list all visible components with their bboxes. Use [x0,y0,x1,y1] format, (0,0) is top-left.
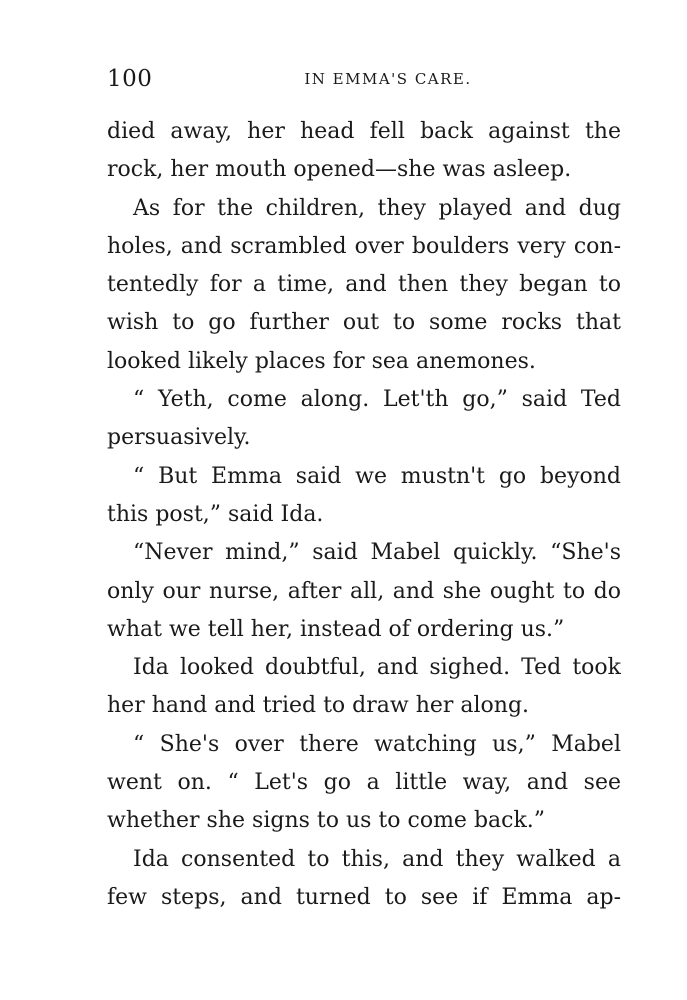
text-line: this post,” said Ida. [107,501,324,527]
text-line: looked likely places for sea anemones. [107,348,536,374]
running-head [107,66,621,96]
text-line: “ She's over there watching us,” Mabel [133,731,621,757]
text-line: persuasively. [107,425,251,451]
text-line: “Never mind,” said Mabel quickly. “She's [133,540,621,566]
text-line: wish to go further out to some rocks that [107,310,621,336]
text-line: whether she signs to us to come back.” [107,808,546,834]
text-line: “ Yeth, come along. Let'th go,” said Ted [133,387,621,413]
text-line: rock, her mouth opened—she was asleep. [107,157,572,183]
text-line: her hand and tried to draw her along. [107,693,530,719]
running-title: IN EMMA'S CARE. [304,70,472,88]
text-line: As for the children, they played and dug [133,195,621,221]
text-line: few steps, and turned to see if Emma ap- [107,884,621,910]
text-line: Ida consented to this, and they walked a [133,846,621,872]
text-line: died away, her head fell back against the [107,119,621,144]
text-line: only our nurse, after all, and she ought to do [107,578,621,604]
body-text [107,113,621,917]
text-line: what we tell her, instead of ordering us.” [107,616,565,642]
text-line: tentedly for a time, and then they began to [107,272,621,298]
text-line: “ But Emma said we mustn't go beyond [133,463,621,489]
text-line: Ida looked doubtful, and sighed. Ted took [133,655,621,681]
text-line: holes, and scrambled over boulders very con- [107,233,621,259]
page-number: 100 [107,66,153,92]
text-line: went on. “ Let's go a little way, and see [107,770,621,796]
